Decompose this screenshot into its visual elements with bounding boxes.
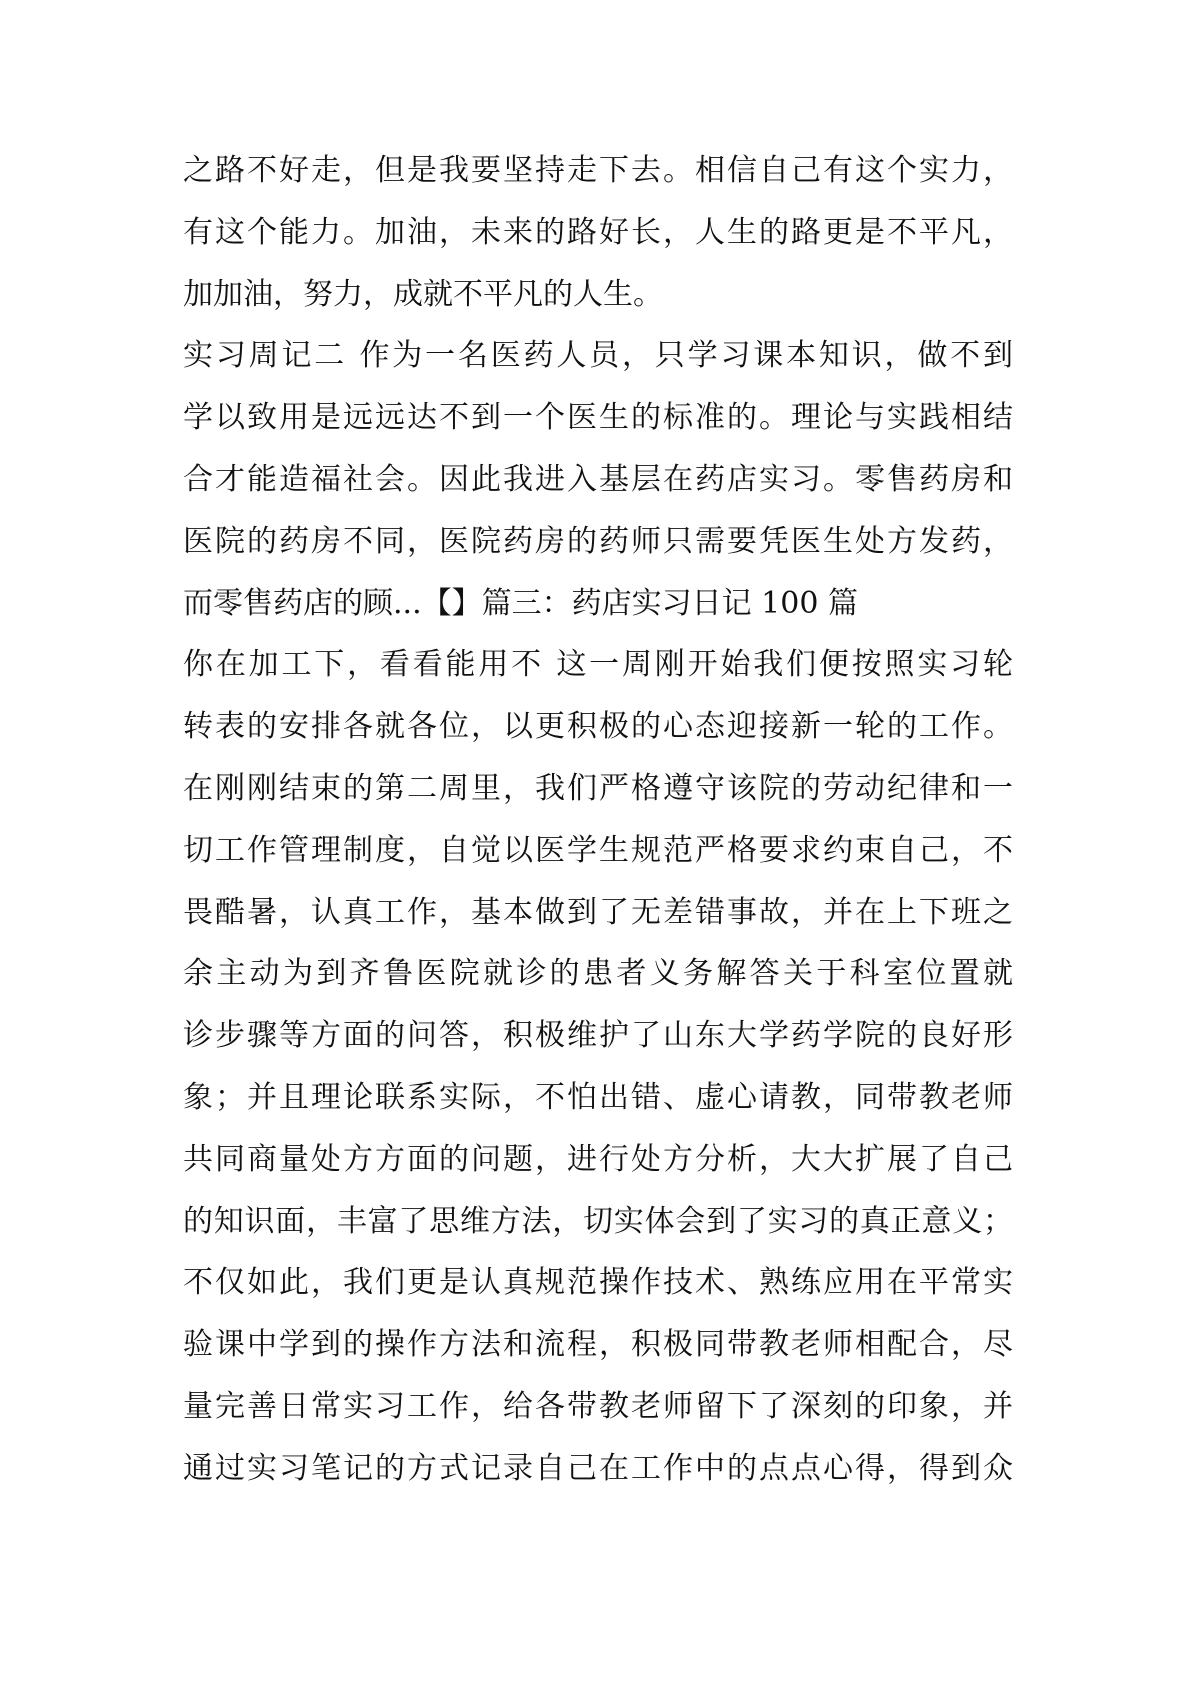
text-line: 医院的药房不同，医院药房的药师只需要凭医生处方发药，	[183, 523, 1013, 559]
text-line: 切工作管理制度，自觉以医学生规范严格要求约束自己，不	[183, 832, 1013, 868]
text-line: 象；并且理论联系实际，不怕出错、虚心请教，同带教老师	[183, 1079, 1013, 1115]
text-line: 合才能造福社会。因此我进入基层在药店实习。零售药房和	[183, 461, 1013, 497]
text-line: 转表的安排各就各位，以更积极的心态迎接新一轮的工作。	[183, 709, 1013, 745]
text-line: 余主动为到齐鲁医院就诊的患者义务解答关于科室位置就	[183, 956, 1013, 992]
text-line: 在刚刚结束的第二周里，我们严格遵守该院的劳动纪律和一	[183, 770, 1013, 806]
text-line: 通过实习笔记的方式记录自己在工作中的点点心得，得到众	[183, 1450, 1013, 1486]
text-line: 加加油，努力，成就不平凡的人生。	[183, 276, 663, 312]
text-line: 不仅如此，我们更是认真规范操作技术、熟练应用在平常实	[183, 1265, 1013, 1301]
text-line: 验课中学到的操作方法和流程，积极同带教老师相配合，尽	[183, 1327, 1013, 1363]
text-line: 之路不好走，但是我要坚持走下去。相信自己有这个实力，	[183, 153, 1013, 188]
text-line: 的知识面，丰富了思维方法，切实体会到了实习的真正意义；	[183, 1203, 1013, 1239]
text-line: 诊步骤等方面的问答，积极维护了山东大学药学院的良好形	[183, 1018, 1013, 1054]
text-line: 学以致用是远远达不到一个医生的标准的。理论与实践相结	[183, 400, 1013, 436]
text-line: 有这个能力。加油，未来的路好长，人生的路更是不平凡，	[183, 214, 1013, 250]
text-line: 共同商量处方方面的问题，进行处方分析，大大扩展了自己	[183, 1141, 1013, 1177]
text-line: 量完善日常实习工作，给各带教老师留下了深刻的印象，并	[183, 1388, 1013, 1424]
text-line: 你在加工下，看看能用不 这一周刚开始我们便按照实习轮	[183, 647, 1013, 683]
text-line: 而零售药店的顾...【】篇三：药店实习日记 100 篇	[183, 585, 858, 621]
text-line: 实习周记二 作为一名医药人员，只学习课本知识，做不到	[183, 338, 1013, 374]
text-line: 畏酷暑，认真工作，基本做到了无差错事故，并在上下班之	[183, 894, 1013, 930]
document-body	[183, 140, 1013, 1500]
